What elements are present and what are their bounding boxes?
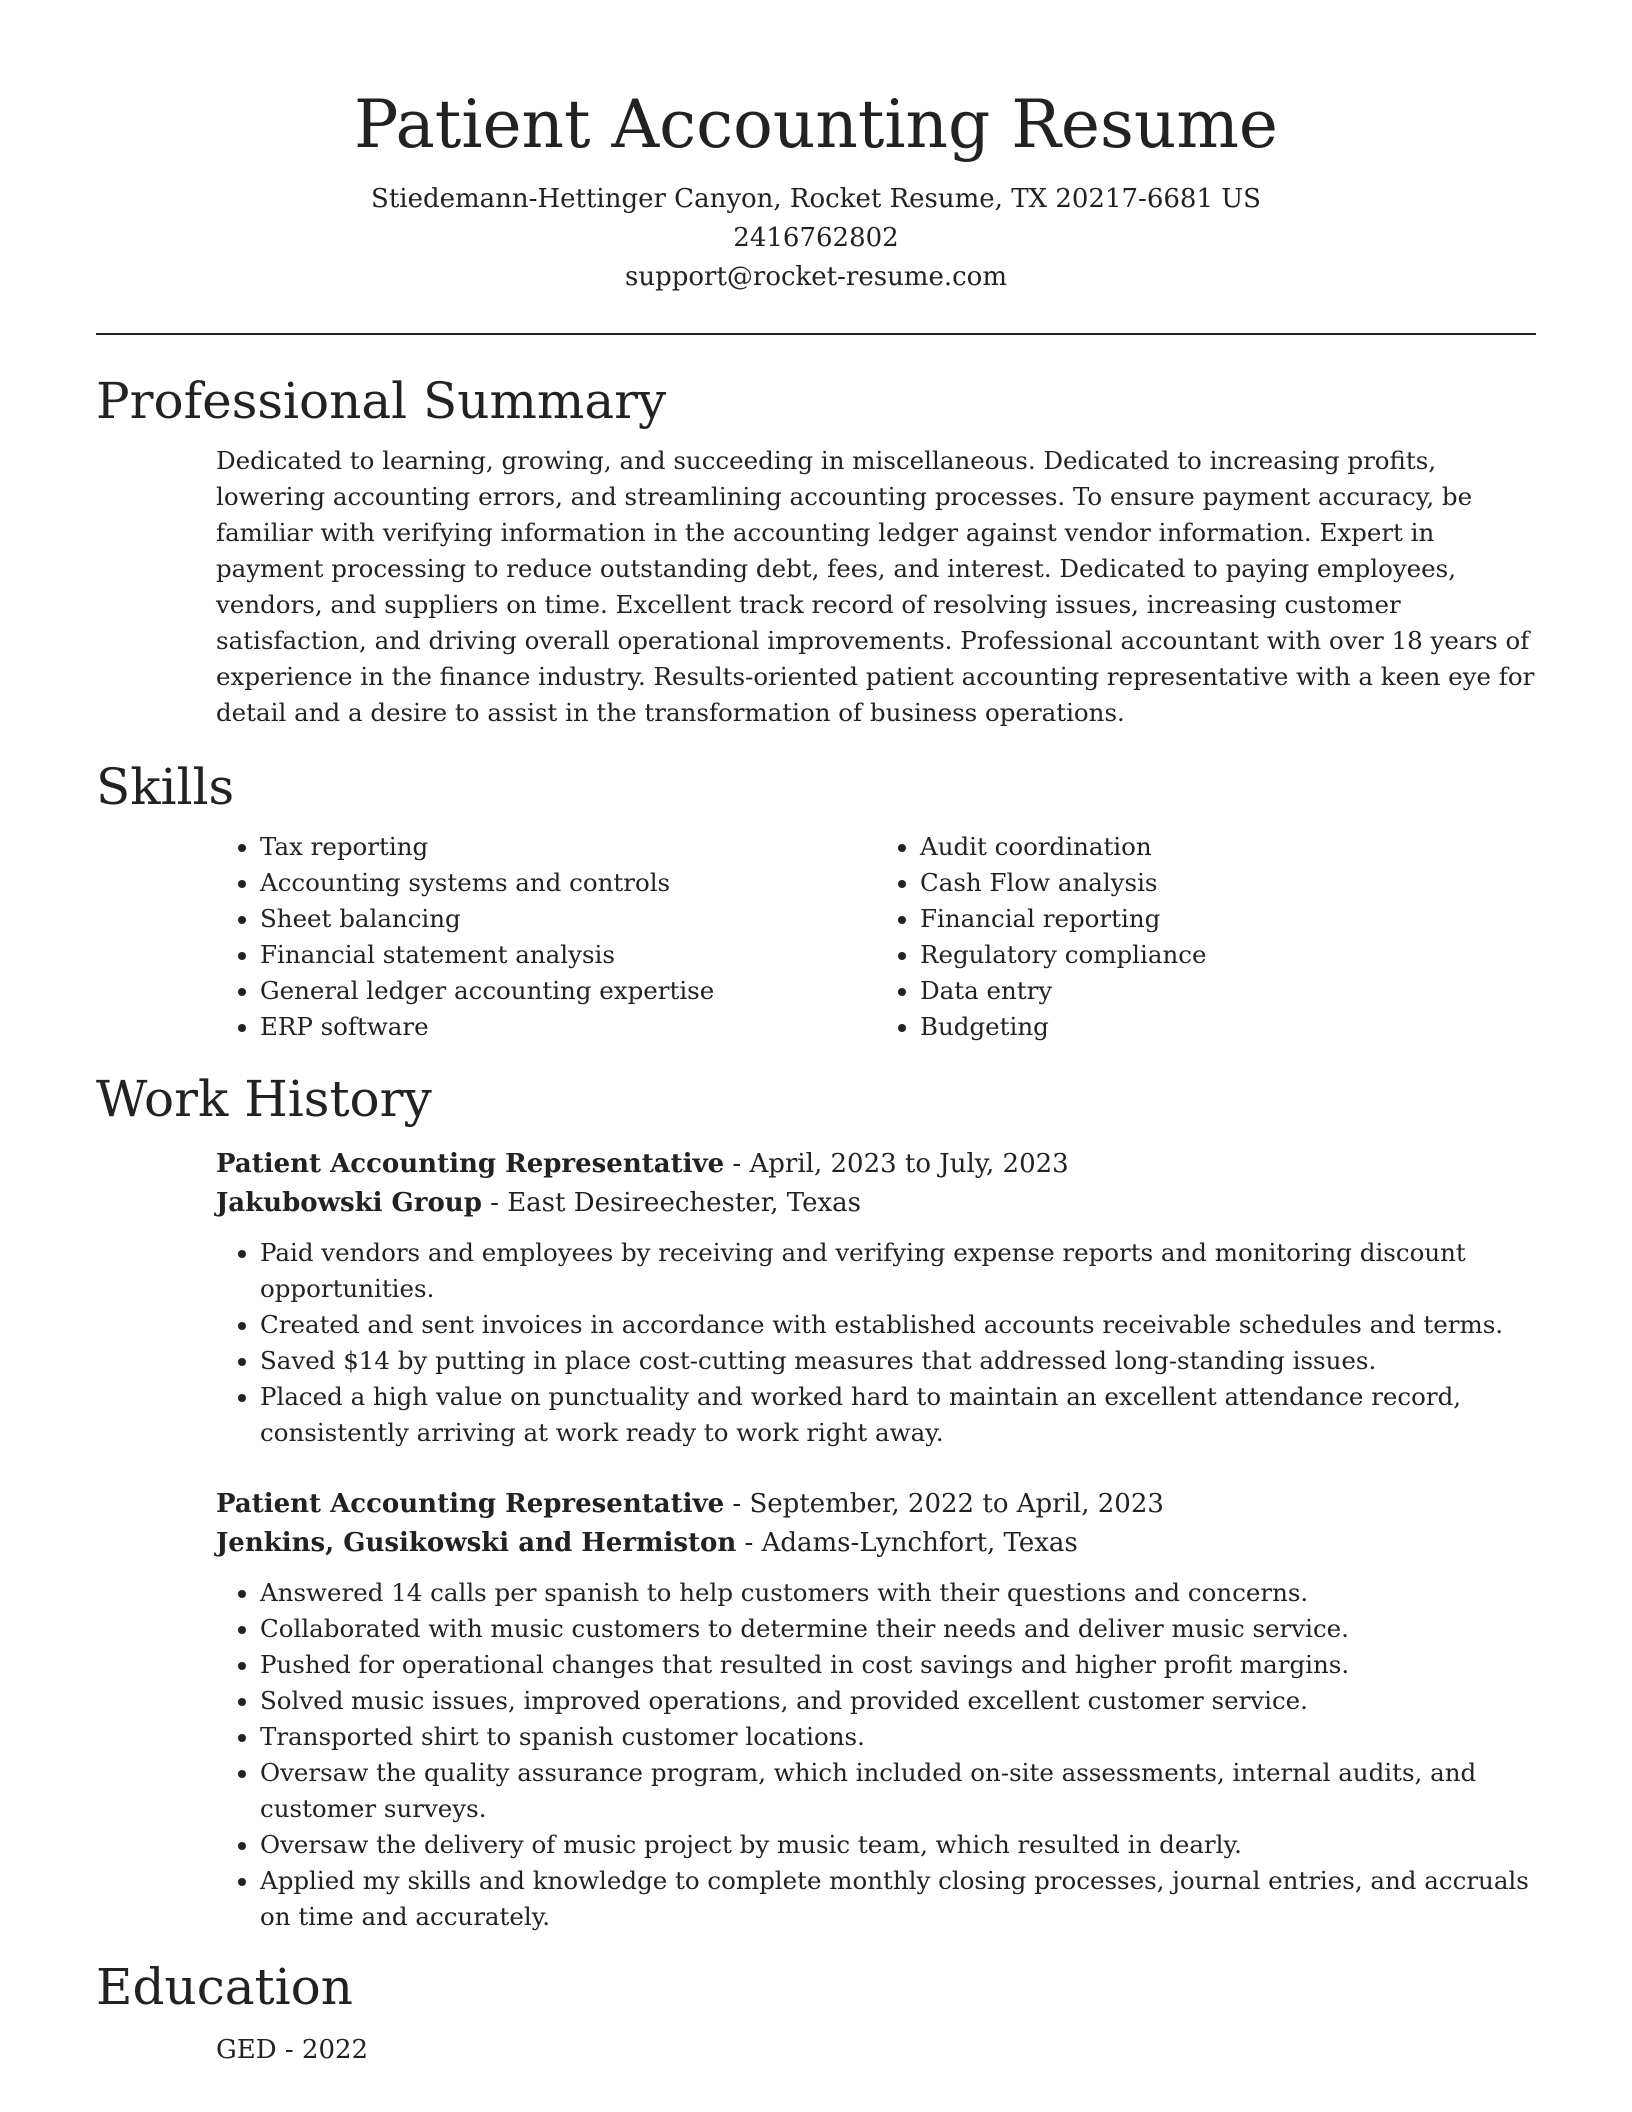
resume-title: Patient Accounting Resume bbox=[354, 86, 1278, 163]
skill-item: • Accounting systems and controls bbox=[260, 865, 876, 901]
job-title-line bbox=[216, 1145, 1536, 1184]
job-entry bbox=[216, 1145, 1536, 1451]
job-location: - East Desireechester, Texas bbox=[481, 1188, 862, 1218]
phone-text: 2416762802 bbox=[733, 223, 899, 253]
skills-heading: Skills bbox=[96, 758, 235, 816]
job-position: Patient Accounting Representative bbox=[216, 1489, 725, 1519]
job-dates: - September, 2022 to April, 2023 bbox=[724, 1489, 1164, 1519]
job-location: - Adams-Lynchfort, Texas bbox=[736, 1528, 1078, 1558]
job-company: Jakubowski Group bbox=[216, 1188, 482, 1218]
skill-item: • Budgeting bbox=[920, 1009, 1536, 1045]
job-duty-item: • Placed a high value on punctuality and worked hard to maintain an excellent attendance record, consistently arriving at work ready to work right away. bbox=[260, 1379, 1536, 1451]
job-duty-item: • Oversaw the delivery of music project by music team, which resulted in dearly. bbox=[260, 1827, 1536, 1863]
job-company-line bbox=[216, 1184, 1536, 1223]
job-dates: - April, 2023 to July, 2023 bbox=[724, 1149, 1069, 1179]
skill-item: • Financial statement analysis bbox=[260, 937, 876, 973]
job-duties-list bbox=[216, 1235, 1536, 1451]
skill-item: • ERP software bbox=[260, 1009, 876, 1045]
skills-list-left bbox=[216, 829, 876, 1045]
education-degree: GED - 2022 bbox=[216, 2035, 369, 2065]
job-duty-item: • Answered 14 calls per spanish to help customers with their questions and concerns. bbox=[260, 1575, 1536, 1611]
job-duty-item: • Oversaw the quality assurance program, which included on-site assessments, internal audits, and customer surveys. bbox=[260, 1755, 1536, 1827]
work-history-heading: Work History bbox=[96, 1070, 432, 1128]
contact-info bbox=[0, 180, 1632, 297]
skill-item: • Sheet balancing bbox=[260, 901, 876, 937]
job-company: Jenkins, Gusikowski and Hermiston bbox=[216, 1528, 737, 1558]
job-duty-item: • Pushed for operational changes that resulted in cost savings and higher profit margins. bbox=[260, 1647, 1536, 1683]
skills-columns bbox=[216, 829, 1536, 1045]
job-company-line bbox=[216, 1524, 1536, 1563]
summary-section bbox=[96, 369, 1536, 731]
job-duty-item: • Transported shirt to spanish customer locations. bbox=[260, 1719, 1536, 1755]
skill-item: • Tax reporting bbox=[260, 829, 876, 865]
job-title-line bbox=[216, 1485, 1536, 1524]
summary-paragraph: Dedicated to learning, growing, and succeeding in miscellaneous. Dedicated to increasing profits, lowering accounting errors, and streamlining accounting processes. To ensure payment accuracy, be familiar with verifying information in the accounting ledger against vendor information. Expert in payment processing to reduce outstanding debt, fees, and interest. Dedicated to paying employees, vendors, and suppliers on time. Excellent track record of resolving issues, increasing customer satisfaction, and driving overall operational improvements. Professional accountant with over 18 years of experience in the finance industry. Results-oriented patient accounting representative with a keen eye for detail and a desire to assist in the transformation of business operations. bbox=[216, 446, 1535, 727]
resume-header bbox=[0, 0, 1632, 297]
skill-item: • Regulatory compliance bbox=[920, 937, 1536, 973]
header-divider bbox=[96, 333, 1536, 335]
job-position: Patient Accounting Representative bbox=[216, 1149, 725, 1179]
job-duties-list bbox=[216, 1575, 1536, 1935]
job-duty-item: • Collaborated with music customers to determine their needs and deliver music service. bbox=[260, 1611, 1536, 1647]
skill-item: • Cash Flow analysis bbox=[920, 865, 1536, 901]
job-duty-item: • Solved music issues, improved operations, and provided excellent customer service. bbox=[260, 1683, 1536, 1719]
summary-heading: Professional Summary bbox=[96, 372, 667, 430]
job-duty-item: • Saved $14 by putting in place cost-cutting measures that addressed long-standing issues. bbox=[260, 1343, 1536, 1379]
job-duty-item: • Created and sent invoices in accordance with established accounts receivable schedules and terms. bbox=[260, 1307, 1536, 1343]
email-text: support@rocket-resume.com bbox=[624, 262, 1007, 292]
skill-item: • Financial reporting bbox=[920, 901, 1536, 937]
skill-item: • Audit coordination bbox=[920, 829, 1536, 865]
skill-item: • General ledger accounting expertise bbox=[260, 973, 876, 1009]
work-history-section bbox=[96, 1067, 1536, 1935]
education-section bbox=[96, 1955, 1536, 2070]
education-heading: Education bbox=[96, 1958, 353, 2016]
skill-item: • Data entry bbox=[920, 973, 1536, 1009]
skills-section bbox=[96, 755, 1536, 1045]
job-entry bbox=[216, 1485, 1536, 1935]
job-duty-item: • Applied my skills and knowledge to complete monthly closing processes, journal entries, and accruals on time and accurately. bbox=[260, 1863, 1536, 1935]
address-text: Stiedemann-Hettinger Canyon, Rocket Resume, TX 20217-6681 US bbox=[371, 184, 1261, 214]
job-duty-item: • Paid vendors and employees by receiving and verifying expense reports and monitoring discount opportunities. bbox=[260, 1235, 1536, 1307]
skills-list-right bbox=[876, 829, 1536, 1045]
